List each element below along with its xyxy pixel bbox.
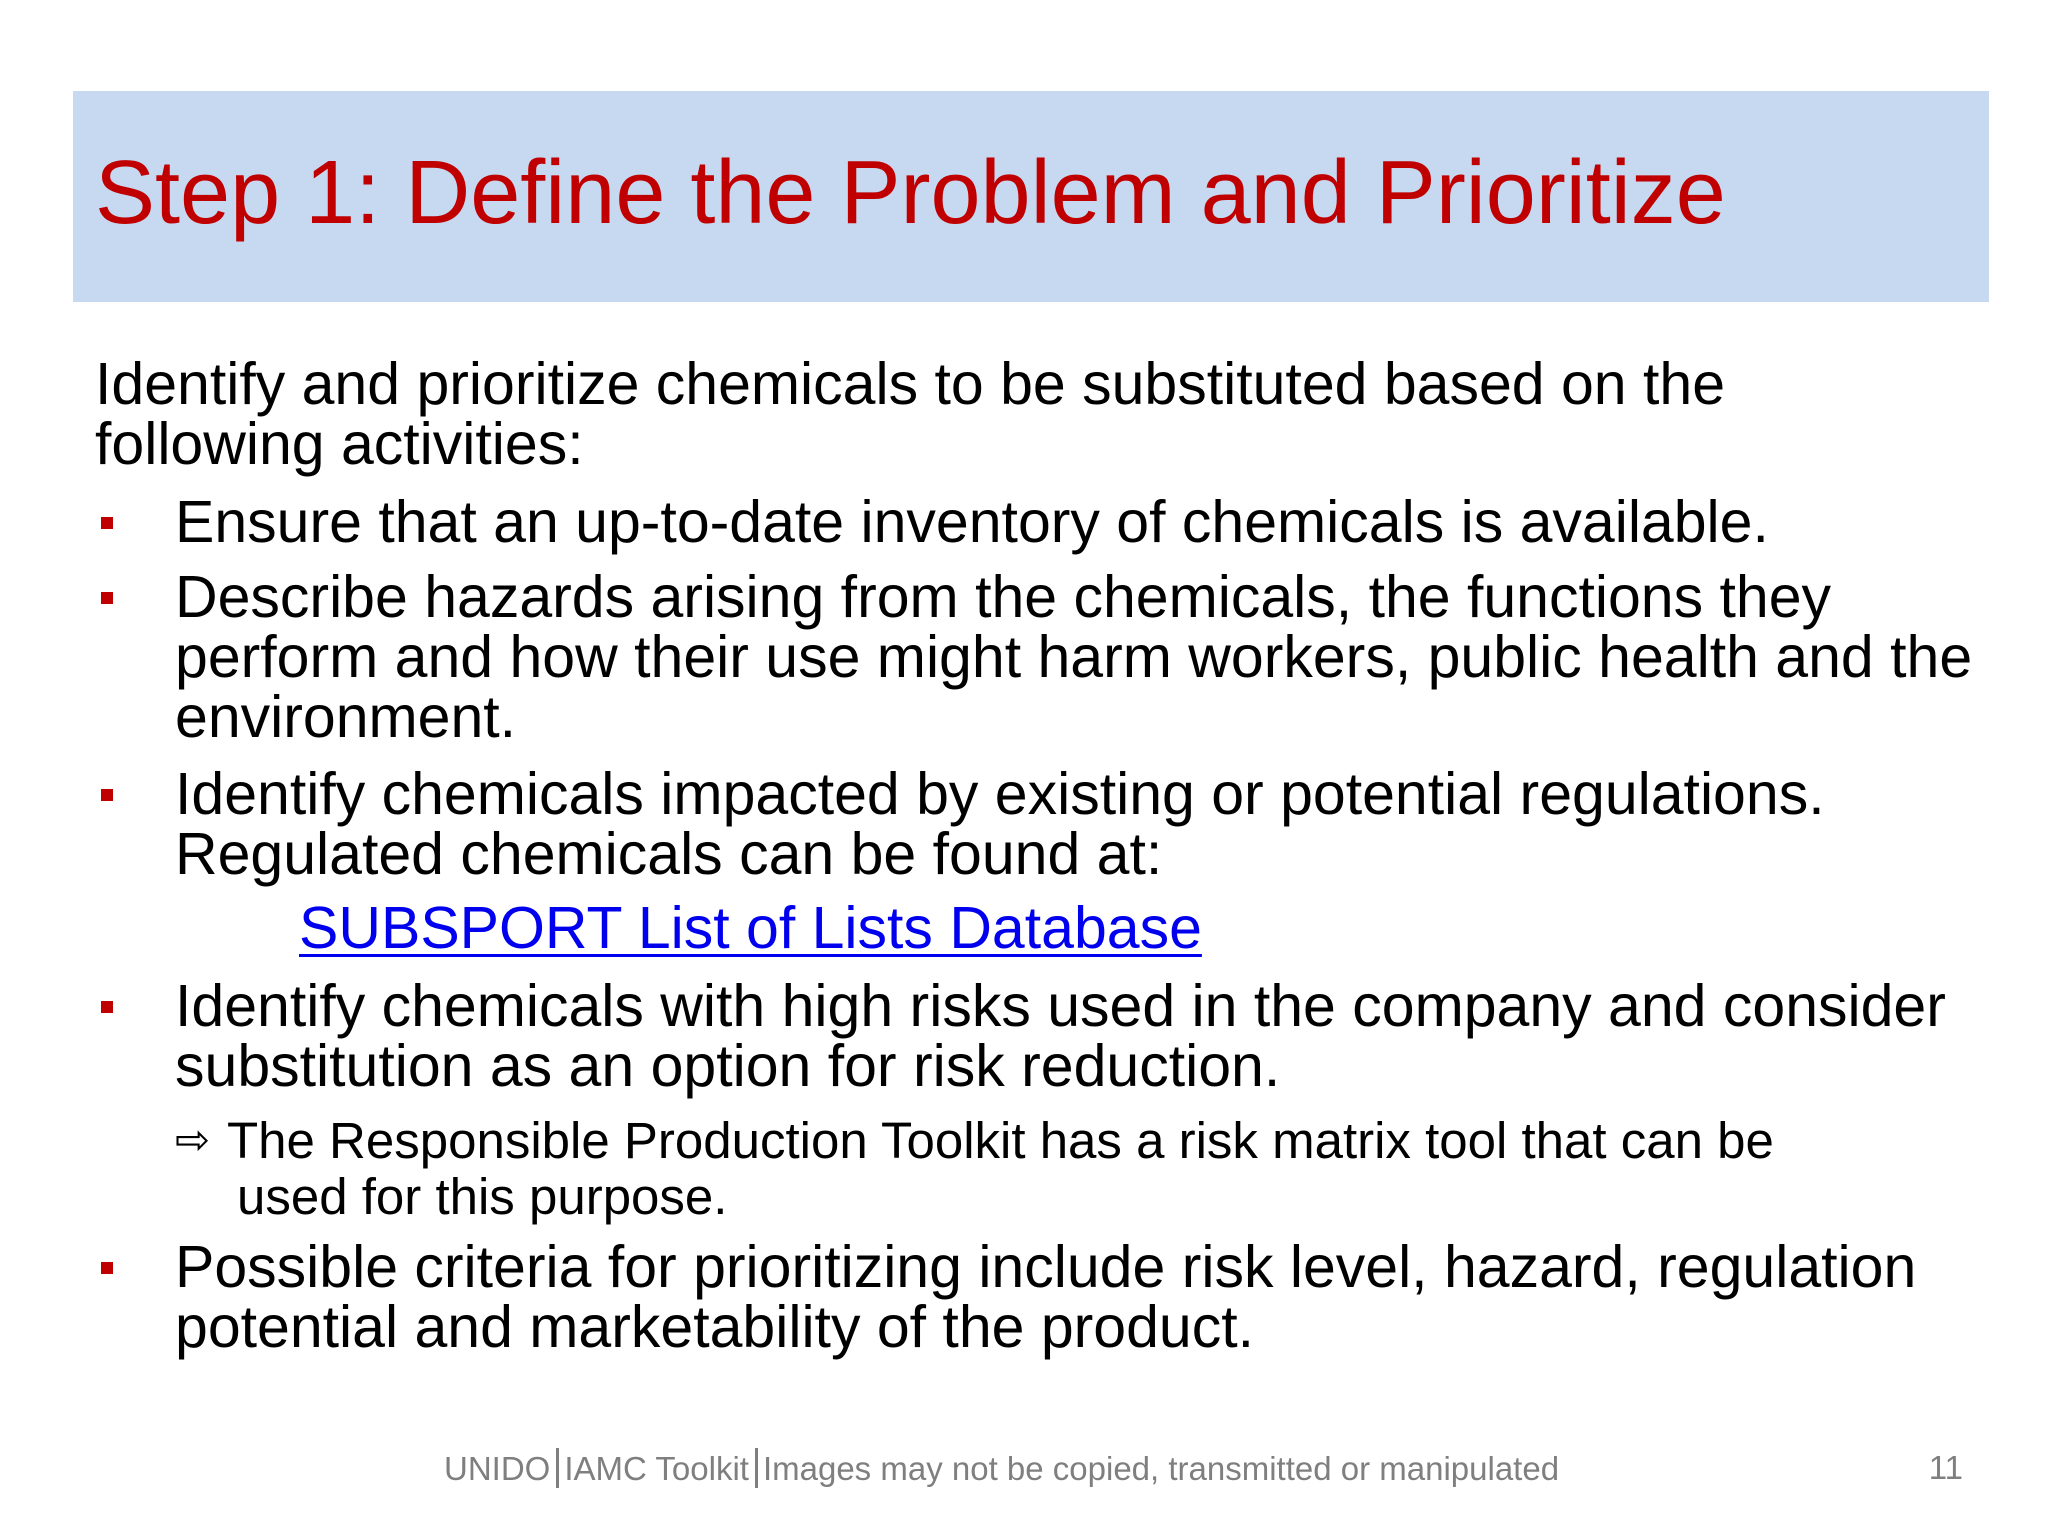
subsport-database-link[interactable]: SUBSPORT List of Lists Database (299, 895, 1202, 961)
bullet-text: Ensure that an up-to-date inventory of chemicals is available. (175, 489, 1769, 555)
bullet-text: Possible criteria for prioritizing include risk level, hazard, regulation potential and marketability of the product. (175, 1234, 1917, 1360)
bullet-text: Identify chemicals impacted by existing or potential regulations. Regulated chemicals can be found at: (175, 761, 1825, 887)
intro-text: Identify and prioritize chemicals to be substituted based on the following activities: (95, 351, 1726, 477)
slide-title: Step 1: Define the Problem and Prioritize (95, 143, 1726, 243)
footer-separator (755, 1448, 758, 1488)
footer-separator (556, 1448, 559, 1488)
square-bullet-icon (101, 517, 113, 529)
square-bullet-icon (101, 789, 113, 801)
toolkit-note-line2: used for this purpose. (237, 1168, 728, 1225)
square-bullet-icon (101, 1262, 113, 1274)
page-number: 11 (1928, 1449, 1963, 1486)
bullet-text: Identify chemicals with high risks used in the company and consider substitution as an option for risk reduction. (175, 973, 1946, 1099)
toolkit-note-line1: The Responsible Production Toolkit has a risk matrix tool that can be (227, 1112, 1774, 1169)
footer-org: UNIDO (444, 1450, 551, 1487)
footer (444, 1448, 1559, 1489)
footer-toolkit: IAMC Toolkit (564, 1450, 749, 1487)
square-bullet-icon (101, 592, 113, 604)
toolkit-note (175, 1112, 1975, 1225)
footer-notice: Images may not be copied, transmitted or manipulated (762, 1450, 1560, 1487)
square-bullet-icon (101, 1001, 113, 1013)
bullet-text: Describe hazards arising from the chemicals, the functions they perform and how their use might harm workers, public health and the environment. (175, 564, 1973, 750)
right-arrow-icon: ⇨ (175, 1116, 211, 1163)
